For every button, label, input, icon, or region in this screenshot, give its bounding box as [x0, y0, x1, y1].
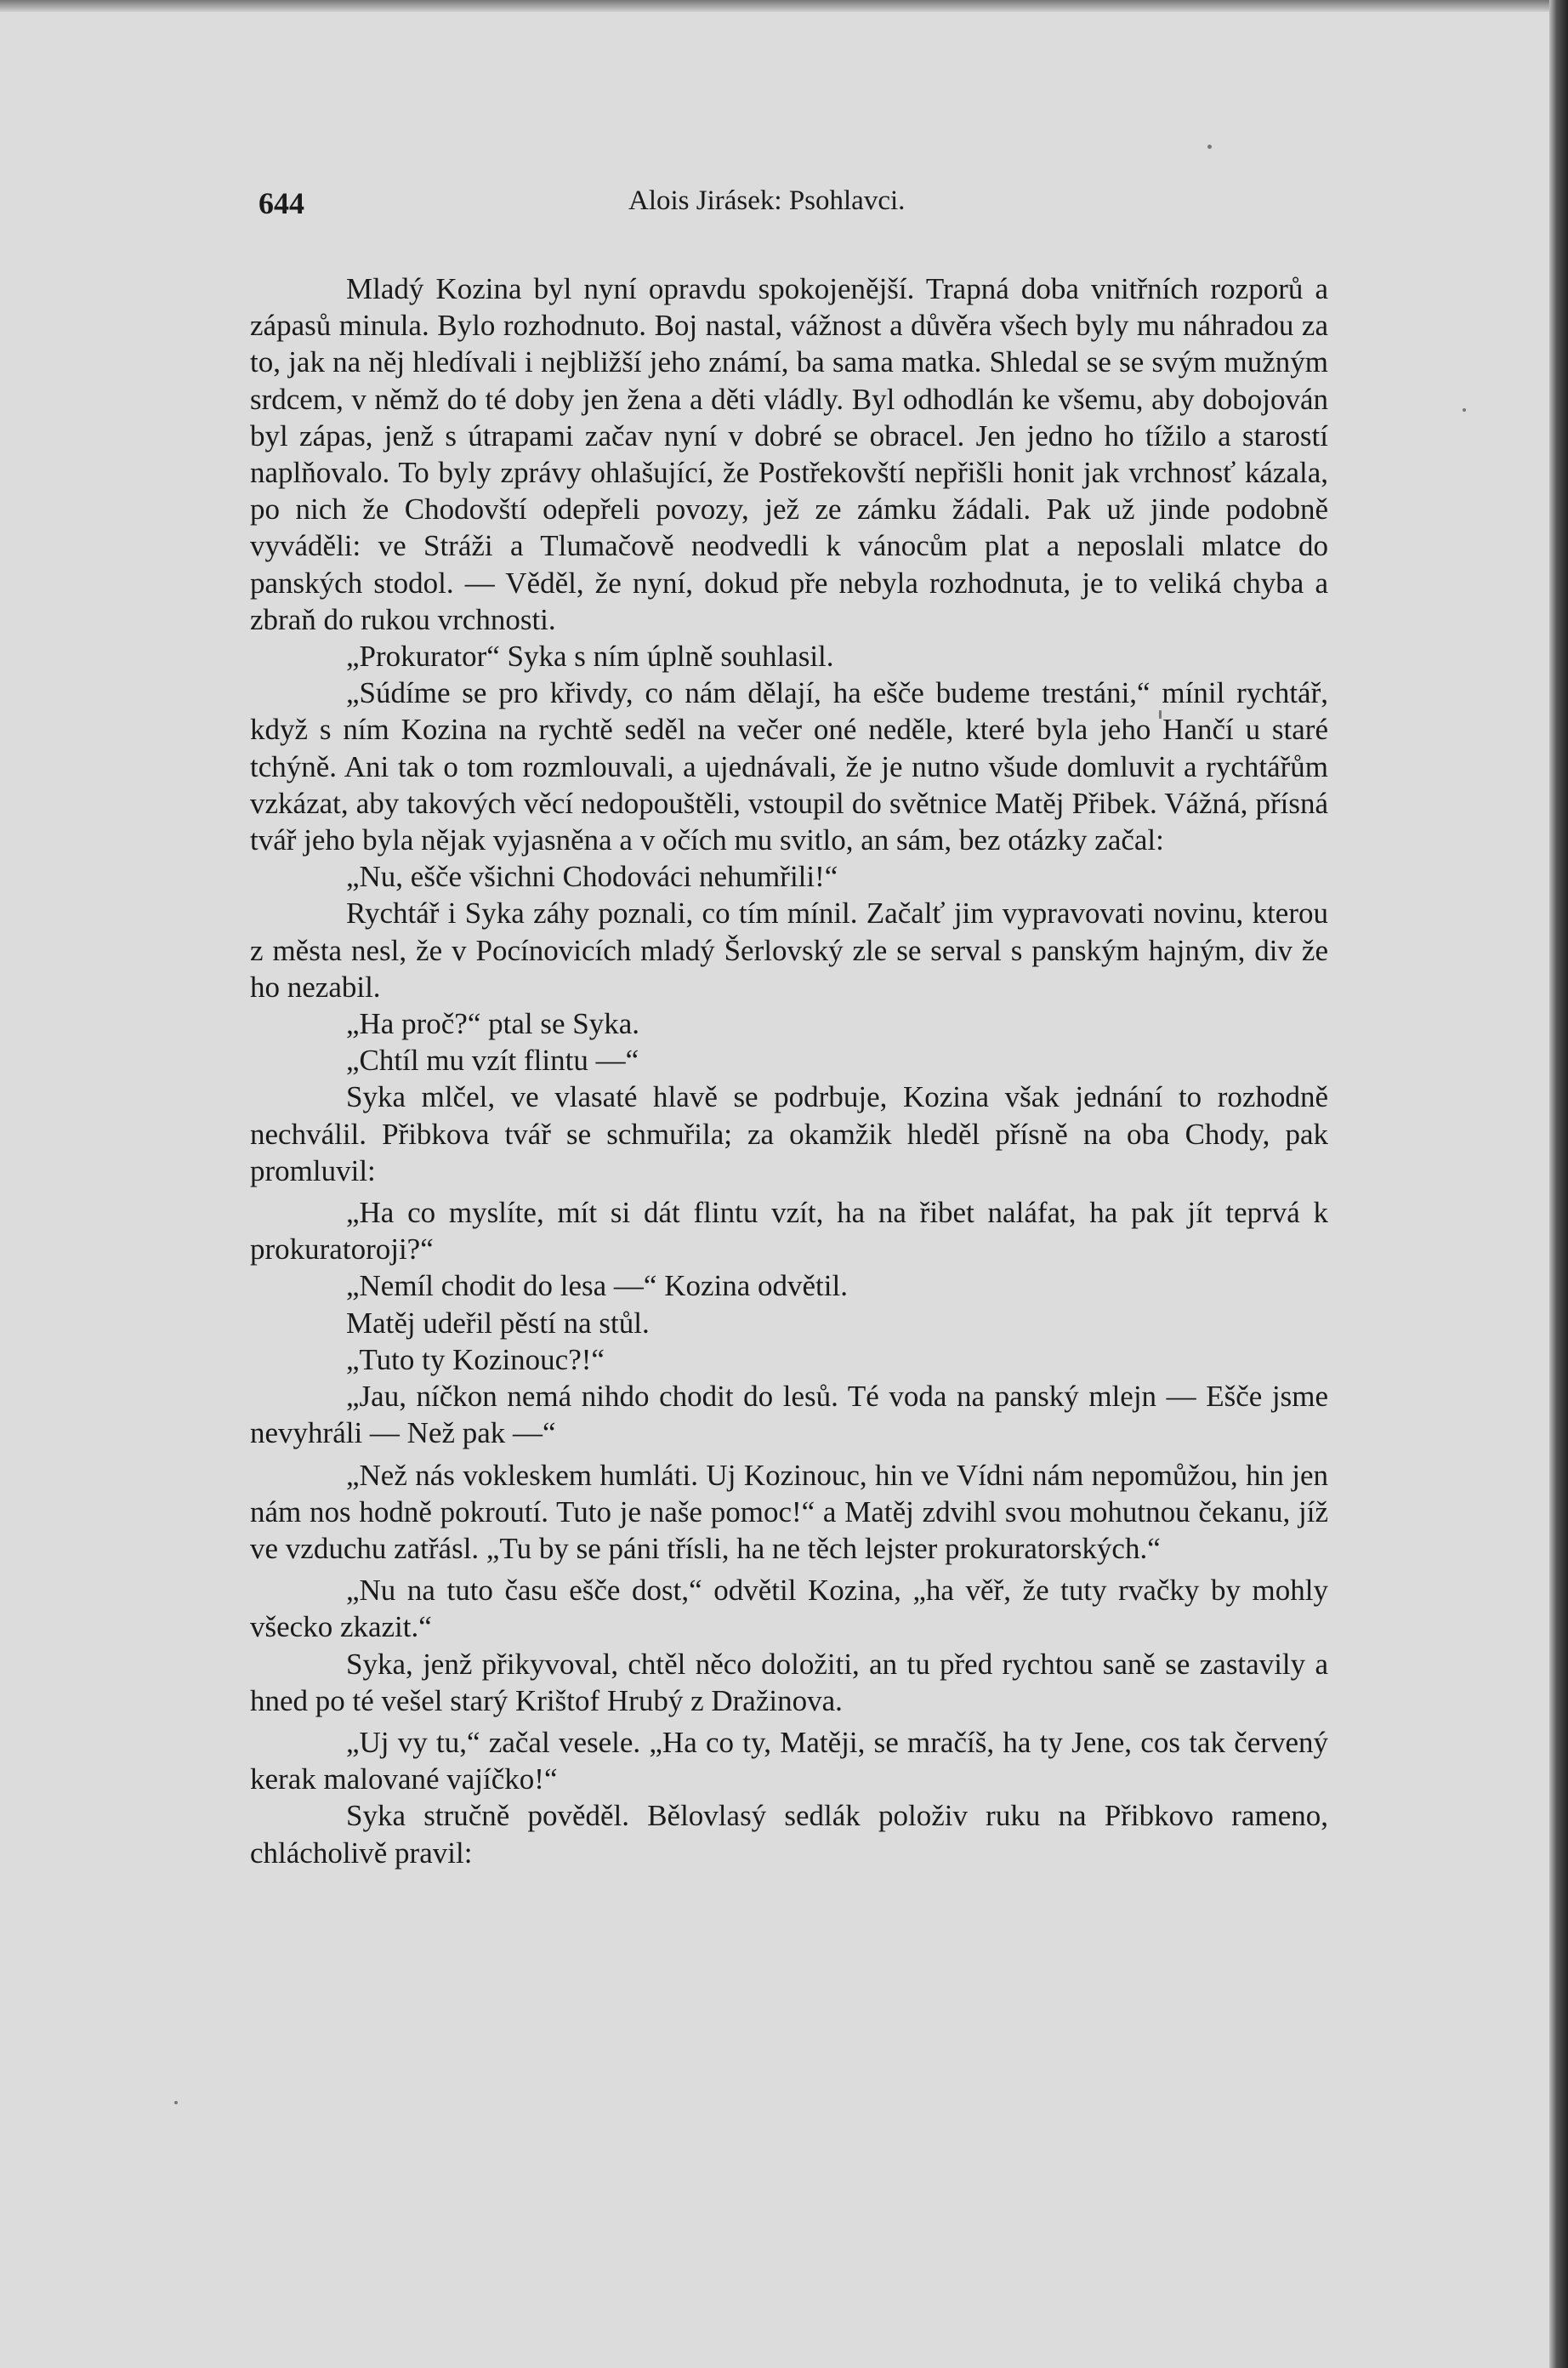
paragraph: „Chtíl mu vzít flintu —“ [346, 1044, 639, 1078]
body-text [250, 270, 1328, 1871]
paragraph: „Nu, ešče všichni Chodováci nehumřili!“ [346, 860, 838, 894]
paragraph: „Ha proč?“ ptal se Syka. [346, 1007, 639, 1041]
paragraph: „Prokurator“ Syka s ním úplně souhlasil. [346, 640, 834, 674]
paragraph: Mladý Kozina byl nyní opravdu spokojenější. Trapná doba vnitřních rozporů a zápasů minula. Bylo rozhodnuto. Boj nastal, vážnost a důvěra všech byly mu náhradou za to, jak na něj hledívali i nejbližší jeho známí, ba sama matka. Shledal se se svým mužným srdcem, v němž do té doby jen žena a děti vládly. Byl odhodlán ke všemu, aby dobojován byl zápas, jenž s útrapami začav nyní v dobré se obracel. Jen jedno ho tížilo a starostí naplňovalo. To byly zprávy ohlašující, že Postřekovští nepřišli honit jak vrchnosť kázala, po nich že Chodovští odepřeli povozy, jež ze zámku žádali. Pak už jinde podobně vyváděli: ve Stráži a Tlumačově neodvedli k vánocům plat a neposlali mlatce do panských stodol. — Věděl, že nyní, dokud pře nebyla rozhodnuta, je to veliká chyba a zbraň do rukou vrchnosti. [250, 272, 1328, 636]
dust-speck [174, 2101, 178, 2104]
scan-top-edge [0, 0, 1568, 12]
dust-speck [1207, 145, 1212, 149]
paragraph: Matěj udeřil pěstí na stůl. [346, 1306, 650, 1340]
scan-right-edge [1549, 0, 1568, 2368]
paragraph: „Uj vy tu,“ začal vesele. „Ha co ty, Matěji, se mračíš, ha ty Jene, cos tak červený kerak malované vajíčko!“ [250, 1725, 1328, 1796]
page-number: 644 [258, 186, 304, 220]
paragraph: „Súdíme se pro křivdy, co nám dělají, ha ešče budeme trestáni,“ mínil rychtář, když s ním Kozina na rychtě seděl na večer oné neděle, které byla jeho Hančí u staré tchýně. Ani tak o tom rozmlouvali, a ujednávali, že je nutno všude domluvit a rychtářům vzkázat, aby takových věcí nedopouštěli, vstoupil do světnice Matěj Přibek. Vážná, přísná tvář jeho byla nějak vyjasněna a v očích mu svitlo, an sám, bez otázky začal: [250, 676, 1328, 857]
paragraph: „Nemíl chodit do lesa —“ Kozina odvětil. [346, 1269, 848, 1303]
paragraph: Syka, jenž přikyvoval, chtěl něco doložiti, an tu před rychtou saně se zastavily a hned po té vešel starý Krištof Hrubý z Dražinova. [250, 1647, 1328, 1717]
paragraph: „Nu na tuto času ešče dost,“ odvětil Kozina, „ha věř, že tuty rvačky by mohly všecko zkazit.“ [250, 1574, 1328, 1644]
paragraph: „Ha co myslíte, mít si dát flintu vzít, ha na řibet naláfat, ha pak jít teprvá k prokuratoroji?“ [250, 1196, 1328, 1267]
running-header [258, 185, 1332, 236]
paragraph: Syka stručně pověděl. Bělovlasý sedlák položiv ruku na Přibkovo rameno, chlácholivě pravil: [250, 1799, 1328, 1870]
paragraph: „Než nás vokleskem humláti. Uj Kozinouc, hin ve Vídni nám nepomůžou, hin jen nám nos hodně pokroutí. Tuto je naše pomoc!“ a Matěj zdvihl svou mohutnou čekanu, jíž ve vzduchu zatřásl. „Tu by se páni třísli, ha ne těch lejster prokuratorských.“ [250, 1458, 1328, 1565]
paragraph: „Jau, níčkon nemá nihdo chodit do lesů. Té voda na panský mlejn — Ešče jsme nevyhráli — Než pak —“ [250, 1380, 1328, 1450]
paragraph: „Tuto ty Kozinouc?!“ [346, 1342, 605, 1376]
running-title: Alois Jirásek: Psohlavci. [628, 185, 906, 216]
dust-speck [1463, 408, 1466, 412]
paragraph: Syka mlčel, ve vlasaté hlavě se podrbuje, Kozina však jednání to rozhodně nechválil. Přibkova tvář se schmuřila; za okamžik hleděl přísně na oba Chody, pak promluvil: [250, 1080, 1328, 1187]
paragraph: Rychtář i Syka záhy poznali, co tím mínil. Začalť jim vypravovati novinu, kterou z města nesl, že v Pocínovicích mladý Šerlovský zle se serval s panským hajným, div že ho nezabil. [250, 897, 1328, 1004]
